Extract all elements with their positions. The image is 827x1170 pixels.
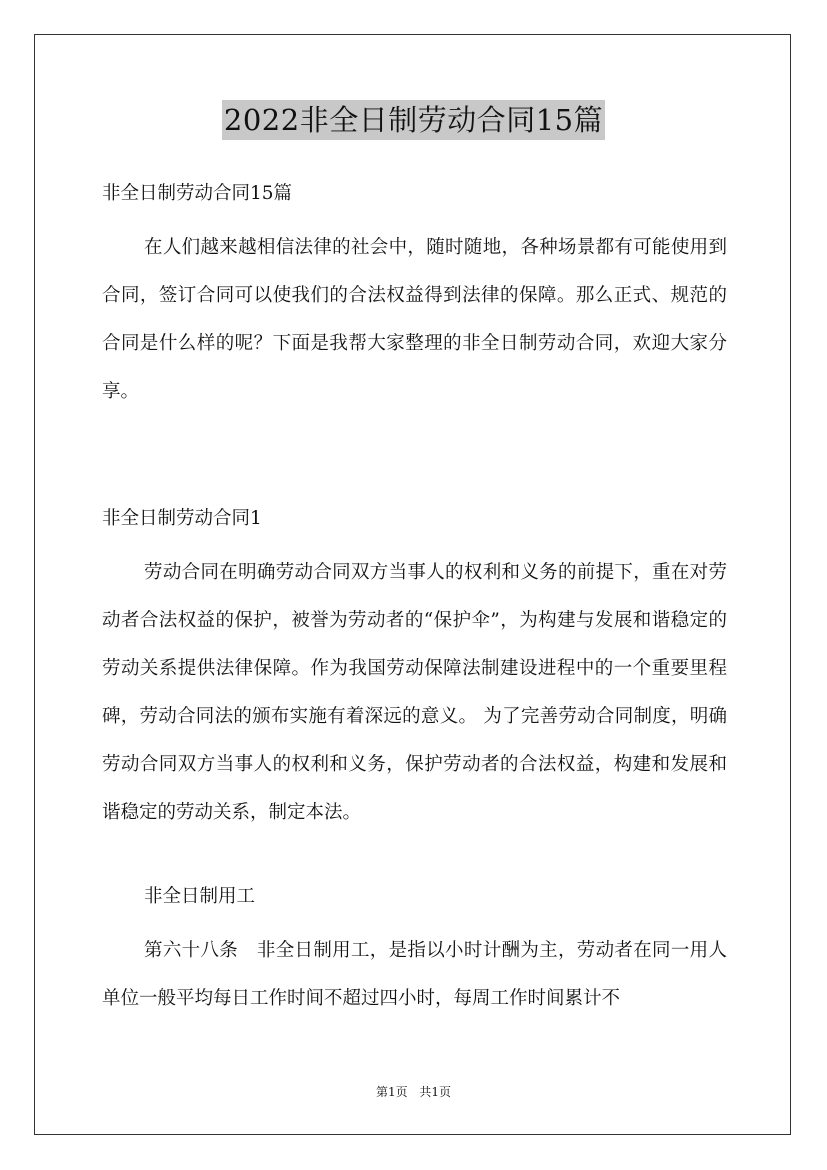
section-heading: 非全日制劳动合同1 (102, 508, 262, 529)
title-container (0, 100, 827, 140)
section-paragraph: 劳动合同在明确劳动合同双方当事人的权利和义务的前提下，重在对劳动者合法权益的保护，被誉为劳动者的“保护伞”，为构建与发展和谐稳定的劳动关系提供法律保障。作为我国劳动保障法制建设进程中的一个重要里程碑，劳动合同法的颁布实施有着深远的意义。 为了完善劳动合同制度，明确劳动合同双方当事人的权利和义务，保护劳动者的合法权益，构建和发展和谐稳定的劳动关系，制定本法。 (102, 562, 727, 823)
page-total: 共1页 (419, 1085, 452, 1099)
intro-paragraph: 在人们越来越相信法律的社会中，随时随地，各种场景都有可能使用到合同，签订合同可以使我们的合法权益得到法律的保障。那么正式、规范的合同是什么样的呢？下面是我帮大家整理的非全日制劳动合同，欢迎大家分享。 (102, 237, 727, 402)
document-subtitle: 非全日制劳动合同15篇 (102, 183, 293, 204)
document-title: 2022非全日制劳动合同15篇 (222, 100, 605, 140)
article-paragraph: 第六十八条 非全日制用工，是指以小时计酬为主，劳动者在同一用人单位一般平均每日工作时间不超过四小时，每周工作时间累计不 (102, 940, 727, 1009)
subheading: 非全日制用工 (144, 886, 256, 907)
page-footer (0, 1084, 827, 1100)
page-current: 第1页 (375, 1085, 408, 1099)
